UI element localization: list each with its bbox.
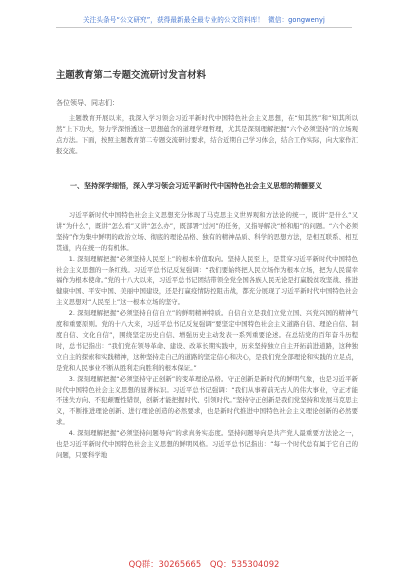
point-paragraph: 4. 深刻理解把握“必须坚持问题导向”的求真务实态度。坚持问题导向是共产党人最重要方法论之一，也是习近平新时代中国特色社会主义思想的鲜明风格。习近平总书记指出：“每一个时代总有属于它自己的问题，只要科学地 — [56, 429, 358, 459]
banner-text: 关注头条号“公文研究”，获得最新最全最专业的公文资料库！ — [82, 16, 265, 24]
footer-qq: QQ：535304092 — [209, 559, 280, 569]
point-paragraph: 1. 深刻理解把握“必须坚持人民至上”的根本价值取向。坚持人民至上，是贯穿习近平新时代中国特色社会主义思想的一条红线。习近平总书记反复强调：“我们要始终把人民立场作为根本立场，把为人民谋幸福作为根本使命。”党的十八大以来，习近平总书记团结带领全党全国各族人民无论是打赢脱贫攻坚战、推进健康中国、平安中国、美丽中国建设，还是打赢疫情防控阻击战，都充分展现了习近平新时代中国特色社会主义思想对“人民至上”这一根本立场的坚守。 — [56, 254, 358, 307]
header-banner — [0, 14, 408, 24]
intro-paragraph: 主题教育开展以来，我深入学习领会习近平新时代中国特色社会主义思想，在“知其然”和“知其所以然”上下功夫，努力学深悟透这一思想蕴含的道理学理哲理，尤其是深刻理解把握“六个必须坚持”的立场观点方法。下面，按照主题教育第二专题交流研讨要求，结合近期自己学习体会，结合工作实际，向大家作汇报交流。 — [56, 114, 358, 155]
footer-qq-group: QQ群：30265665 — [128, 559, 202, 569]
section-body — [56, 210, 358, 461]
wechat-id: 微信：gongwenyj — [268, 16, 325, 24]
document-title: 主题教育第二专题交流研讨发言材料 — [56, 70, 207, 81]
header-divider — [56, 27, 352, 28]
point-paragraph: 2. 深刻理解把握“必须坚持自信自立”的鲜明精神特质。自信自立是我们立党立国、兴党兴国的精神气度和重要原则。党的十八大来，习近平总书记反复强调“要坚定中国特色社会主义道路自信、理论自信、制度自信、文化自信”，围绕坚定历史自信、增强历史主动发表一系列重要论述。在总结党的百年奋斗历程时，总书记指出：“我们党在领导革命、建设、改革长期实践中，历来坚持独立自主开拓前进道路，这种独立自主的探索和实践精神，这种坚持走自己的道路的坚定信心和决心，是我们党全部理论和实践的立足点，是党和人民事业不断从胜利走向胜利的根本保证。” — [56, 309, 358, 372]
point-paragraph: 3. 深刻理解把握“必须坚持守正创新”的变革理论品格。守正创新是新时代的鲜明气象，也是习近平新时代中国特色社会主义思想的显著标识。习近平总书记强调：“我们从事着前无古人的伟大事业，守正才能不迷失方向、不犯颠覆性错误，创新才能把握时代、引领时代。”坚持守正创新是我们党坚持和发展马克思主义，不断推进理论创新、进行理论创造的必然要求，也是新时代推进中国特色社会主义理论创新的必然要求。 — [56, 374, 358, 427]
intro-block — [56, 113, 358, 157]
footer — [0, 558, 408, 570]
greeting: 各位领导、同志们： — [56, 99, 119, 107]
section-intro-paragraph: 习近平新时代中国特色社会主义思想充分体现了马克思主义世界观和方法论的统一，既讲“是什么”又讲“为什么”，既讲“怎么看”又讲“怎么办”，既部署“过河”的任务，又指导解决“桥和船”的问题。“六个必须坚持”作为集中鲜明的政治立场、彻底的理论品格、独有的精神品质、科学的思想方法，是相互联系、相互贯通，内在统一的有机体。 — [56, 211, 358, 252]
section-heading: 一、坚持深学细悟，深入学习领会习近平新时代中国特色社会主义思想的精髓要义 — [70, 182, 322, 190]
